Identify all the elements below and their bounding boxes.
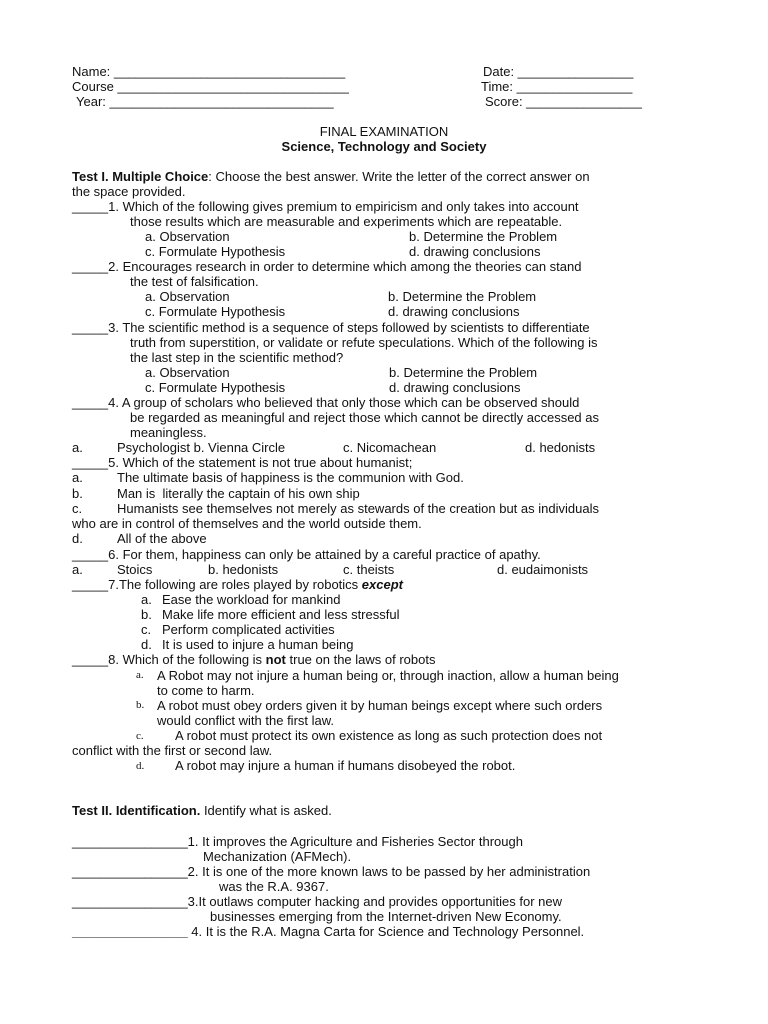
year-field: Year: _______________________________ (76, 94, 334, 109)
name-field: Name: ________________________________ (72, 64, 346, 79)
q8-option-c-2: conflict with the first or second law. (72, 743, 273, 758)
date-field: Date: ________________ (483, 64, 634, 79)
q1-option-d: d. drawing conclusions (409, 244, 541, 259)
q1-text: _____1. Which of the following gives premium to empiricism and only takes into account (72, 199, 579, 214)
q5-option-c-letter: c. (72, 501, 83, 516)
q7-option-c-letter: c. (141, 622, 152, 637)
q8-option-c: A robot must protect its own existence as long as such protection does not (175, 728, 603, 743)
q5-text: _____5. Which of the statement is not true about humanist; (72, 455, 413, 470)
id-item-3: ________________3.It outlaws computer hacking and provides opportunities for new (72, 894, 563, 909)
id-item-1: ________________1. It improves the Agriculture and Fisheries Sector through (72, 834, 523, 849)
q5-option-d-letter: d. (72, 531, 83, 546)
q6-option-b: b. hedonists (208, 562, 279, 577)
q2-text-2: the test of falsification. (130, 274, 259, 289)
time-field: Time: ________________ (481, 79, 633, 94)
q8-option-d-letter: d. (136, 760, 145, 772)
q1-option-b: b. Determine the Problem (409, 229, 558, 244)
id-item-2-2: was the R.A. 9367. (219, 879, 329, 894)
id-item-4-text: 4. It is the R.A. Magna Carta for Science and Technology Personnel. (187, 924, 585, 939)
q7-option-a-letter: a. (141, 592, 152, 607)
q8-stem-b: true on the laws of robots (285, 652, 436, 667)
test1-instr-line2: the space provided. (72, 184, 186, 199)
q8-option-a-letter: a. (136, 669, 144, 681)
q6-option-a: Stoics (117, 562, 153, 577)
q6-option-a-letter: a. (72, 562, 83, 577)
q5-option-c: Humanists see themselves not merely as stewards of the creation but as individuals (117, 501, 599, 516)
test1-heading: Test I. Multiple Choice (72, 169, 209, 184)
q8-option-b: A robot must obey orders given it by human beings except where such orders (157, 698, 603, 713)
q7-emphasis: except (361, 577, 403, 592)
test1-instructions (72, 169, 590, 184)
q5-option-a: The ultimate basis of happiness is the communion with God. (117, 470, 464, 485)
q2-option-a: a. Observation (145, 289, 230, 304)
q8-stem-a: _____8. Which of the following is (72, 652, 266, 667)
q6-option-c: c. theists (343, 562, 395, 577)
q5-option-c-2: who are in control of themselves and the world outside them. (72, 516, 422, 531)
q8-option-c-letter: c. (136, 730, 144, 742)
q1-option-c: c. Formulate Hypothesis (145, 244, 286, 259)
q7-option-b: Make life more efficient and less stressful (162, 607, 400, 622)
test2-heading: Test II. Identification. (72, 803, 201, 818)
q4-option-d: d. hedonists (525, 440, 596, 455)
q7-option-b-letter: b. (141, 607, 152, 622)
q7-stem: _____7.The following are roles played by robotics (72, 577, 362, 592)
q8-option-b-letter: b. (136, 699, 145, 711)
q3-option-d: d. drawing conclusions (389, 380, 521, 395)
q4-option-c: c. Nicomachean (343, 440, 437, 455)
q7-option-d: It is used to injure a human being (162, 637, 354, 652)
exam-subject: Science, Technology and Society (281, 139, 487, 154)
q2-option-b: b. Determine the Problem (388, 289, 537, 304)
q8-emphasis: not (265, 652, 286, 667)
q2-text: _____2. Encourages research in order to determine which among the theories can stand (72, 259, 582, 274)
q6-text: _____6. For them, happiness can only be attained by a careful practice of apathy. (72, 547, 541, 562)
q5-option-a-letter: a. (72, 470, 83, 485)
q6-option-d: d. eudaimonists (497, 562, 589, 577)
q2-option-d: d. drawing conclusions (388, 304, 520, 319)
q8-option-a: A Robot may not injure a human being or, through inaction, allow a human being (157, 668, 619, 683)
exam-title: FINAL EXAMINATION (319, 124, 449, 139)
q2-option-c: c. Formulate Hypothesis (145, 304, 286, 319)
q5-option-b-letter: b. (72, 486, 83, 501)
q3-text: _____3. The scientific method is a sequence of steps followed by scientists to differentiate (72, 320, 590, 335)
course-field: Course ________________________________ (72, 79, 349, 94)
q8-option-d: A robot may injure a human if humans disobeyed the robot. (175, 758, 516, 773)
q3-option-a: a. Observation (145, 365, 230, 380)
q7-option-c: Perform complicated activities (162, 622, 335, 637)
id-item-4 (72, 924, 584, 939)
q4-text-3: meaningless. (130, 425, 207, 440)
id-item-1-2: Mechanization (AFMech). (203, 849, 352, 864)
q4-option-a: Psychologist b. Vienna Circle (117, 440, 286, 455)
test1-instr: : Choose the best answer. Write the letter of the correct answer on (208, 169, 590, 184)
q5-option-d: All of the above (117, 531, 207, 546)
id-item-3-2: businesses emerging from the Internet-driven New Economy. (210, 909, 562, 924)
q3-option-b: b. Determine the Problem (389, 365, 538, 380)
q3-text-2: truth from superstition, or validate or refute speculations. Which of the following is (130, 335, 598, 350)
q3-option-c: c. Formulate Hypothesis (145, 380, 286, 395)
q4-text-2: be regarded as meaningful and reject those which cannot be directly accessed as (130, 410, 600, 425)
q3-text-3: the last step in the scientific method? (130, 350, 344, 365)
q7-option-a: Ease the workload for mankind (162, 592, 341, 607)
q4-text: _____4. A group of scholars who believed that only those which can be observed should (72, 395, 580, 410)
q4-option-a-letter: a. (72, 440, 83, 455)
score-field: Score: ________________ (485, 94, 642, 109)
q7-text (72, 577, 403, 592)
q7-option-d-letter: d. (141, 637, 152, 652)
q8-option-a-2: to come to harm. (157, 683, 255, 698)
q8-text (72, 652, 435, 667)
q5-option-b: Man is literally the captain of his own ship (117, 486, 360, 501)
q1-text-2: those results which are measurable and experiments which are repeatable. (130, 214, 563, 229)
q1-option-a: a. Observation (145, 229, 230, 244)
id-item-2: ________________2. It is one of the more known laws to be passed by her administration (72, 864, 591, 879)
id-item-4-blank: ________________ (72, 924, 188, 939)
test2-instructions (72, 803, 332, 818)
q8-option-b-2: would conflict with the first law. (157, 713, 335, 728)
test2-instr: Identify what is asked. (200, 803, 332, 818)
